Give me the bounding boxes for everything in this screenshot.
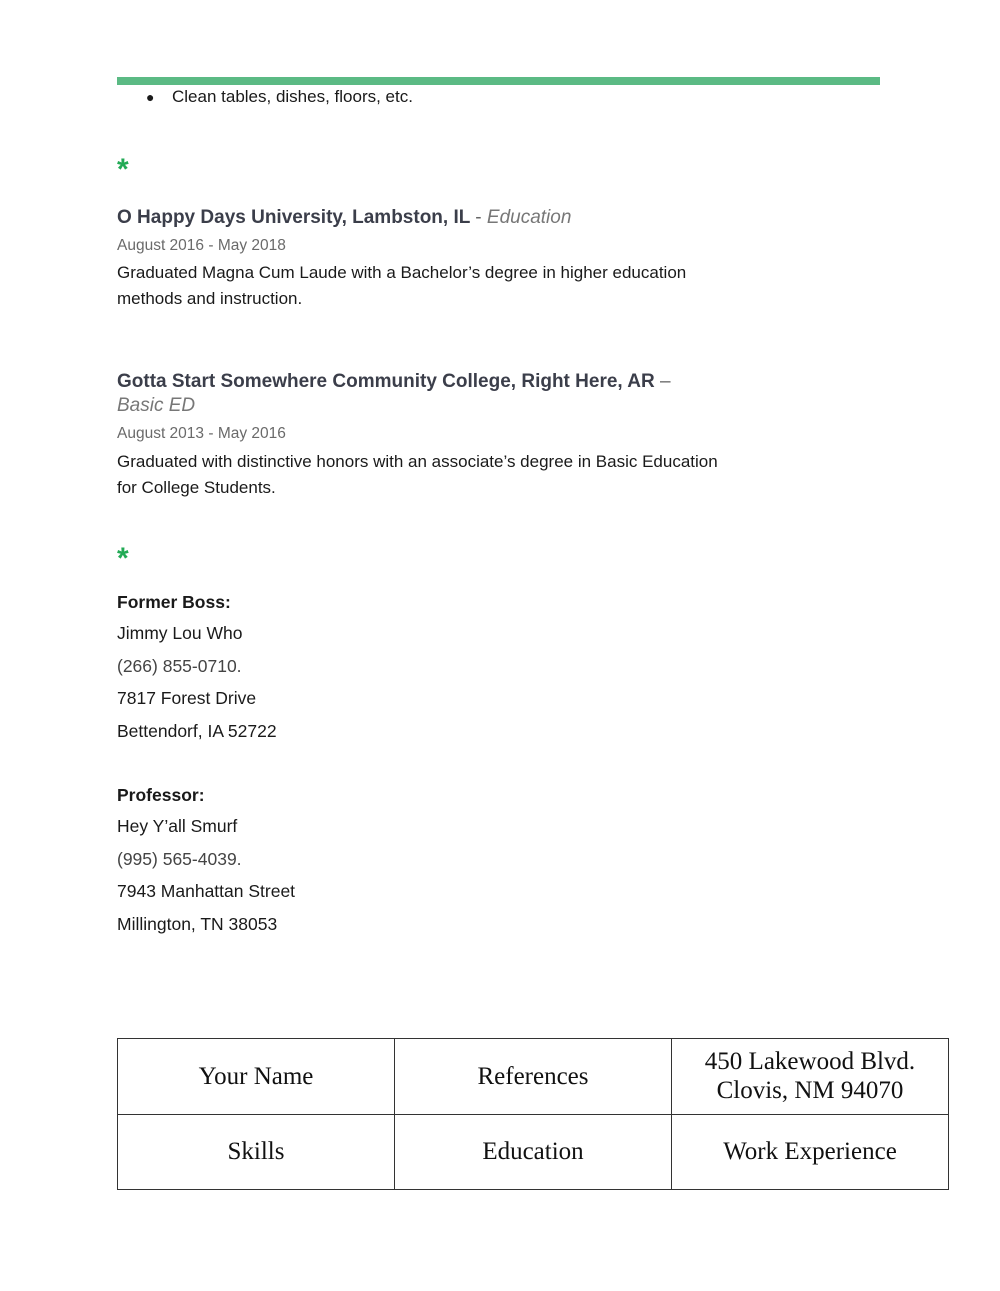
table-row [118, 1114, 949, 1190]
table-row [118, 1039, 949, 1115]
reference-street: 7817 Forest Drive [117, 688, 257, 708]
header-divider-rule [117, 77, 880, 85]
title-separator: - [475, 207, 487, 228]
work-duty-bullet [146, 87, 413, 107]
table-cell: Skills [118, 1114, 395, 1190]
title-separator: – [660, 371, 671, 392]
education-dates: August 2016 - May 2018 [117, 237, 286, 254]
reference-heading: Former Boss: [117, 592, 231, 612]
reference-phone: (266) 855-0710. [117, 655, 242, 676]
reference-phone: (995) 565-4039. [117, 848, 242, 869]
table-cell: Work Experience [672, 1114, 949, 1190]
table-cell: Education [395, 1114, 672, 1190]
bullet-dot-icon: ● [146, 89, 155, 105]
school-name: O Happy Days University, Lambston, IL [117, 207, 471, 228]
table-cell: Your Name [118, 1039, 395, 1115]
education-entry-title [117, 370, 737, 418]
reference-street: 7943 Manhattan Street [117, 881, 296, 901]
section-asterisk-references: * [117, 542, 129, 575]
table-cell: 450 Lakewood Blvd. Clovis, NM 94070 [672, 1039, 949, 1115]
study-field: Basic ED [117, 395, 196, 416]
education-dates: August 2013 - May 2016 [117, 425, 286, 442]
reference-city: Millington, TN 38053 [117, 913, 278, 934]
work-duty-text: Clean tables, dishes, floors, etc. [172, 87, 413, 106]
study-field: Education [486, 207, 572, 228]
education-entry-title [117, 206, 737, 230]
reference-name: Jimmy Lou Who [117, 623, 243, 643]
table-cell: References [395, 1039, 672, 1115]
school-name: Gotta Start Somewhere Community College, Right Here, AR [117, 371, 655, 392]
education-description: Graduated with distinctive honors with an associate’s degree in Basic Education for College Students. [117, 452, 718, 497]
section-asterisk-education: * [117, 153, 129, 186]
word-bank-table [117, 1038, 949, 1190]
education-description: Graduated Magna Cum Laude with a Bachelor’s degree in higher education methods and instruction. [117, 263, 687, 308]
reference-city: Bettendorf, IA 52722 [117, 720, 277, 741]
reference-heading: Professor: [117, 785, 205, 805]
reference-name: Hey Y’all Smurf [117, 816, 238, 836]
reference-block [117, 592, 277, 752]
reference-block [117, 785, 295, 945]
